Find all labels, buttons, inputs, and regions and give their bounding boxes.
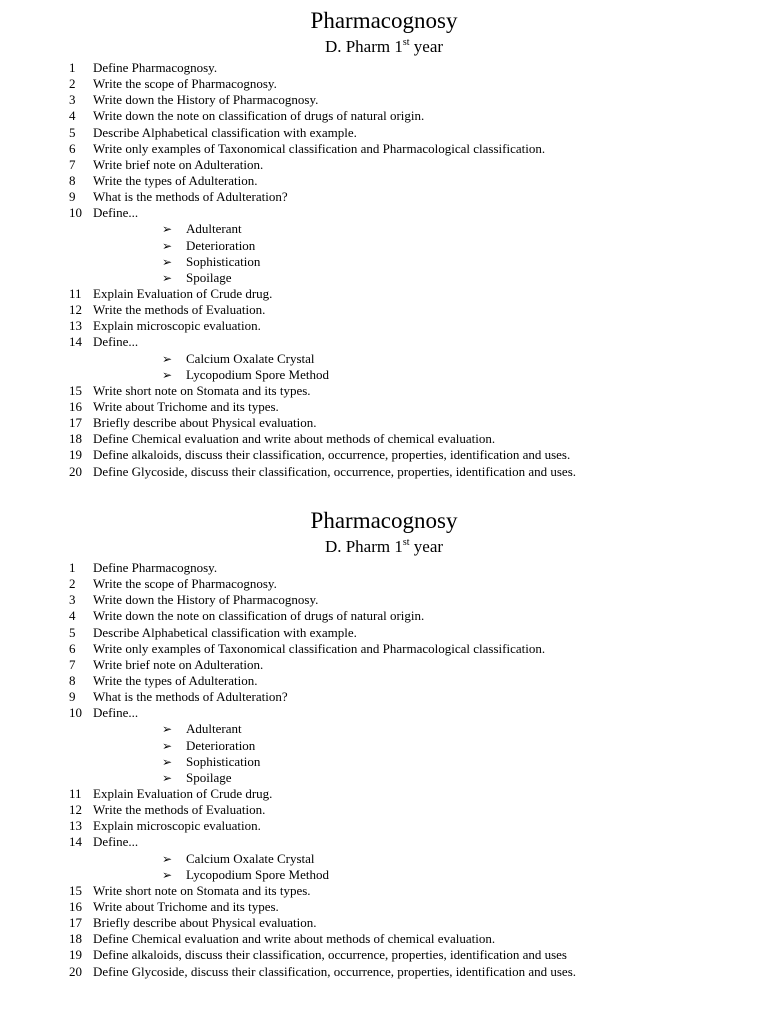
- question-text: Write brief note on Adulteration.: [93, 156, 264, 172]
- question-text: Define Glycoside, discuss their classification, occurrence, properties, identification and uses.: [93, 463, 577, 479]
- sub-item-text: Lycopodium Spore Method: [186, 366, 329, 382]
- question-item: [0, 141, 768, 157]
- question-text: Define alkaloids, discuss their classification, occurrence, properties, identification and uses.: [93, 447, 571, 463]
- question-item: [0, 592, 768, 608]
- question-number: 7: [69, 156, 76, 172]
- document-subtitle: [0, 36, 768, 60]
- question-number: 17: [69, 415, 82, 431]
- question-number: 10: [69, 205, 82, 221]
- subtitle-year: year: [409, 537, 444, 556]
- sub-item: [0, 738, 768, 754]
- question-item: [0, 464, 768, 480]
- sub-item: [0, 270, 768, 286]
- question-number: 5: [69, 624, 76, 640]
- subtitle-text: D. Pharm 1: [324, 37, 403, 56]
- question-number: 11: [69, 785, 82, 801]
- arrow-bullet-icon: ➢: [162, 754, 173, 769]
- arrow-bullet-icon: ➢: [162, 254, 173, 269]
- question-item: [0, 834, 768, 850]
- sub-item: [0, 254, 768, 270]
- arrow-bullet-icon: ➢: [162, 770, 173, 785]
- question-text: Briefly describe about Physical evaluation.: [93, 415, 317, 431]
- subtitle-text: D. Pharm 1: [324, 537, 403, 556]
- question-item: [0, 899, 768, 915]
- question-text: Explain microscopic evaluation.: [93, 818, 261, 834]
- subtitle-superscript: st: [402, 37, 410, 48]
- question-sheet-1: [0, 6, 768, 480]
- question-text: Write short note on Stomata and its types.: [93, 382, 311, 398]
- question-item: [0, 576, 768, 592]
- question-item: [0, 415, 768, 431]
- question-text: Explain Evaluation of Crude drug.: [93, 285, 273, 301]
- question-number: 4: [69, 108, 76, 124]
- question-text: Define Glycoside, discuss their classification, occurrence, properties, identification and uses.: [93, 963, 577, 979]
- question-list: [0, 560, 768, 980]
- question-list: [0, 60, 768, 480]
- document-title: Pharmacognosy: [310, 8, 458, 33]
- question-item: [0, 883, 768, 899]
- question-number: 8: [69, 672, 76, 688]
- sub-item-text: Deterioration: [186, 737, 256, 753]
- question-text: Write the scope of Pharmacognosy.: [93, 76, 277, 92]
- question-number: 16: [69, 898, 82, 914]
- sub-item-text: Lycopodium Spore Method: [186, 866, 329, 882]
- question-item: [0, 286, 768, 302]
- question-item: [0, 302, 768, 318]
- question-number: 19: [69, 947, 82, 963]
- question-item: [0, 657, 768, 673]
- question-text: Define Pharmacognosy.: [93, 560, 218, 575]
- question-item: [0, 786, 768, 802]
- question-number: 9: [69, 189, 76, 205]
- question-item: [0, 560, 768, 576]
- question-text: Write the types of Adulteration.: [93, 672, 258, 688]
- arrow-bullet-icon: ➢: [162, 851, 173, 866]
- question-number: 6: [69, 640, 76, 656]
- question-item: [0, 157, 768, 173]
- question-text: Write down the History of Pharmacognosy.: [93, 592, 319, 608]
- question-number: 20: [69, 963, 82, 979]
- question-text: Define...: [93, 205, 139, 221]
- subtitle-superscript: st: [402, 537, 410, 548]
- question-item: [0, 915, 768, 931]
- question-item: [0, 608, 768, 624]
- question-item: [0, 318, 768, 334]
- question-item: [0, 76, 768, 92]
- question-item: [0, 108, 768, 124]
- question-text: Write only examples of Taxonomical classification and Pharmacological classification.: [93, 640, 546, 656]
- arrow-bullet-icon: ➢: [162, 722, 173, 737]
- sub-item-text: Adulterant: [186, 221, 242, 237]
- question-item: [0, 447, 768, 463]
- question-item: [0, 399, 768, 415]
- question-text: Explain microscopic evaluation.: [93, 318, 261, 334]
- question-text: Write the types of Adulteration.: [93, 172, 258, 188]
- sub-item: [0, 754, 768, 770]
- question-text: Define Pharmacognosy.: [93, 60, 218, 75]
- question-number: 14: [69, 834, 82, 850]
- question-number: 8: [69, 172, 76, 188]
- question-number: 10: [69, 705, 82, 721]
- question-number: 18: [69, 931, 82, 947]
- question-item: [0, 705, 768, 721]
- question-item: [0, 205, 768, 221]
- sub-item: [0, 221, 768, 237]
- question-text: Define Chemical evaluation and write about methods of chemical evaluation.: [93, 931, 496, 947]
- question-item: [0, 947, 768, 963]
- question-number: 4: [69, 608, 76, 624]
- question-item: [0, 931, 768, 947]
- question-text: Write down the History of Pharmacognosy.: [93, 92, 319, 108]
- sub-item: [0, 351, 768, 367]
- sub-item-text: Calcium Oxalate Crystal: [186, 850, 315, 866]
- question-text: Write the methods of Evaluation.: [93, 302, 266, 318]
- question-text: Describe Alphabetical classification with example.: [93, 624, 357, 640]
- question-number: 9: [69, 689, 76, 705]
- sub-item-text: Deterioration: [186, 237, 256, 253]
- question-number: 11: [69, 285, 82, 301]
- question-item: [0, 431, 768, 447]
- question-number: 13: [69, 318, 82, 334]
- arrow-bullet-icon: ➢: [162, 270, 173, 285]
- arrow-bullet-icon: ➢: [162, 238, 173, 253]
- question-number: 15: [69, 382, 82, 398]
- question-sheet-2: [0, 506, 768, 980]
- question-number: 12: [69, 802, 82, 818]
- question-number: 6: [69, 140, 76, 156]
- question-number: 2: [69, 76, 76, 92]
- sub-item-text: Spoilage: [186, 269, 232, 285]
- question-number: 2: [69, 576, 76, 592]
- sub-item: [0, 867, 768, 883]
- question-number: 13: [69, 818, 82, 834]
- arrow-bullet-icon: ➢: [162, 351, 173, 366]
- document-title: Pharmacognosy: [310, 508, 458, 533]
- sub-item: [0, 770, 768, 786]
- question-item: [0, 125, 768, 141]
- question-item: [0, 673, 768, 689]
- question-number: 1: [69, 560, 76, 575]
- question-item: [0, 689, 768, 705]
- question-text: Write only examples of Taxonomical classification and Pharmacological classification.: [93, 140, 546, 156]
- question-item: [0, 173, 768, 189]
- question-text: Write the methods of Evaluation.: [93, 802, 266, 818]
- question-number: 15: [69, 882, 82, 898]
- question-text: Write brief note on Adulteration.: [93, 656, 264, 672]
- arrow-bullet-icon: ➢: [162, 367, 173, 382]
- question-text: Write short note on Stomata and its types.: [93, 882, 311, 898]
- question-number: 18: [69, 431, 82, 447]
- question-number: 1: [69, 60, 76, 75]
- question-item: [0, 625, 768, 641]
- question-item: [0, 92, 768, 108]
- question-number: 17: [69, 915, 82, 931]
- arrow-bullet-icon: ➢: [162, 867, 173, 882]
- question-number: 3: [69, 92, 76, 108]
- question-text: Write down the note on classification of drugs of natural origin.: [93, 108, 425, 124]
- question-number: 20: [69, 463, 82, 479]
- question-text: Define...: [93, 705, 139, 721]
- question-text: Write about Trichome and its types.: [93, 398, 279, 414]
- question-text: What is the methods of Adulteration?: [93, 189, 288, 205]
- arrow-bullet-icon: ➢: [162, 738, 173, 753]
- question-number: 12: [69, 302, 82, 318]
- document-subtitle: [0, 536, 768, 560]
- question-text: Briefly describe about Physical evaluation.: [93, 915, 317, 931]
- subtitle-year: year: [409, 37, 444, 56]
- question-item: [0, 334, 768, 350]
- question-text: Define alkaloids, discuss their classification, occurrence, properties, identification and uses: [93, 947, 567, 963]
- sub-item-text: Sophistication: [186, 753, 261, 769]
- question-text: Explain Evaluation of Crude drug.: [93, 785, 273, 801]
- question-number: 3: [69, 592, 76, 608]
- sub-item: [0, 851, 768, 867]
- sub-item-text: Calcium Oxalate Crystal: [186, 350, 315, 366]
- question-text: Write the scope of Pharmacognosy.: [93, 576, 277, 592]
- sub-item: [0, 721, 768, 737]
- sub-item: [0, 238, 768, 254]
- question-item: [0, 641, 768, 657]
- question-text: Write about Trichome and its types.: [93, 898, 279, 914]
- sub-item: [0, 367, 768, 383]
- question-text: Describe Alphabetical classification with example.: [93, 124, 357, 140]
- question-item: [0, 964, 768, 980]
- question-item: [0, 818, 768, 834]
- arrow-bullet-icon: ➢: [162, 222, 173, 237]
- sub-item-text: Spoilage: [186, 769, 232, 785]
- sub-item-text: Adulterant: [186, 721, 242, 737]
- question-item: [0, 802, 768, 818]
- question-text: Write down the note on classification of drugs of natural origin.: [93, 608, 425, 624]
- question-text: Define...: [93, 834, 139, 850]
- question-text: What is the methods of Adulteration?: [93, 689, 288, 705]
- question-number: 5: [69, 124, 76, 140]
- question-number: 19: [69, 447, 82, 463]
- sub-item-text: Sophistication: [186, 253, 261, 269]
- question-item: [0, 189, 768, 205]
- question-item: [0, 60, 768, 76]
- question-number: 16: [69, 398, 82, 414]
- question-number: 14: [69, 334, 82, 350]
- question-number: 7: [69, 656, 76, 672]
- question-text: Define Chemical evaluation and write about methods of chemical evaluation.: [93, 431, 496, 447]
- question-item: [0, 383, 768, 399]
- question-text: Define...: [93, 334, 139, 350]
